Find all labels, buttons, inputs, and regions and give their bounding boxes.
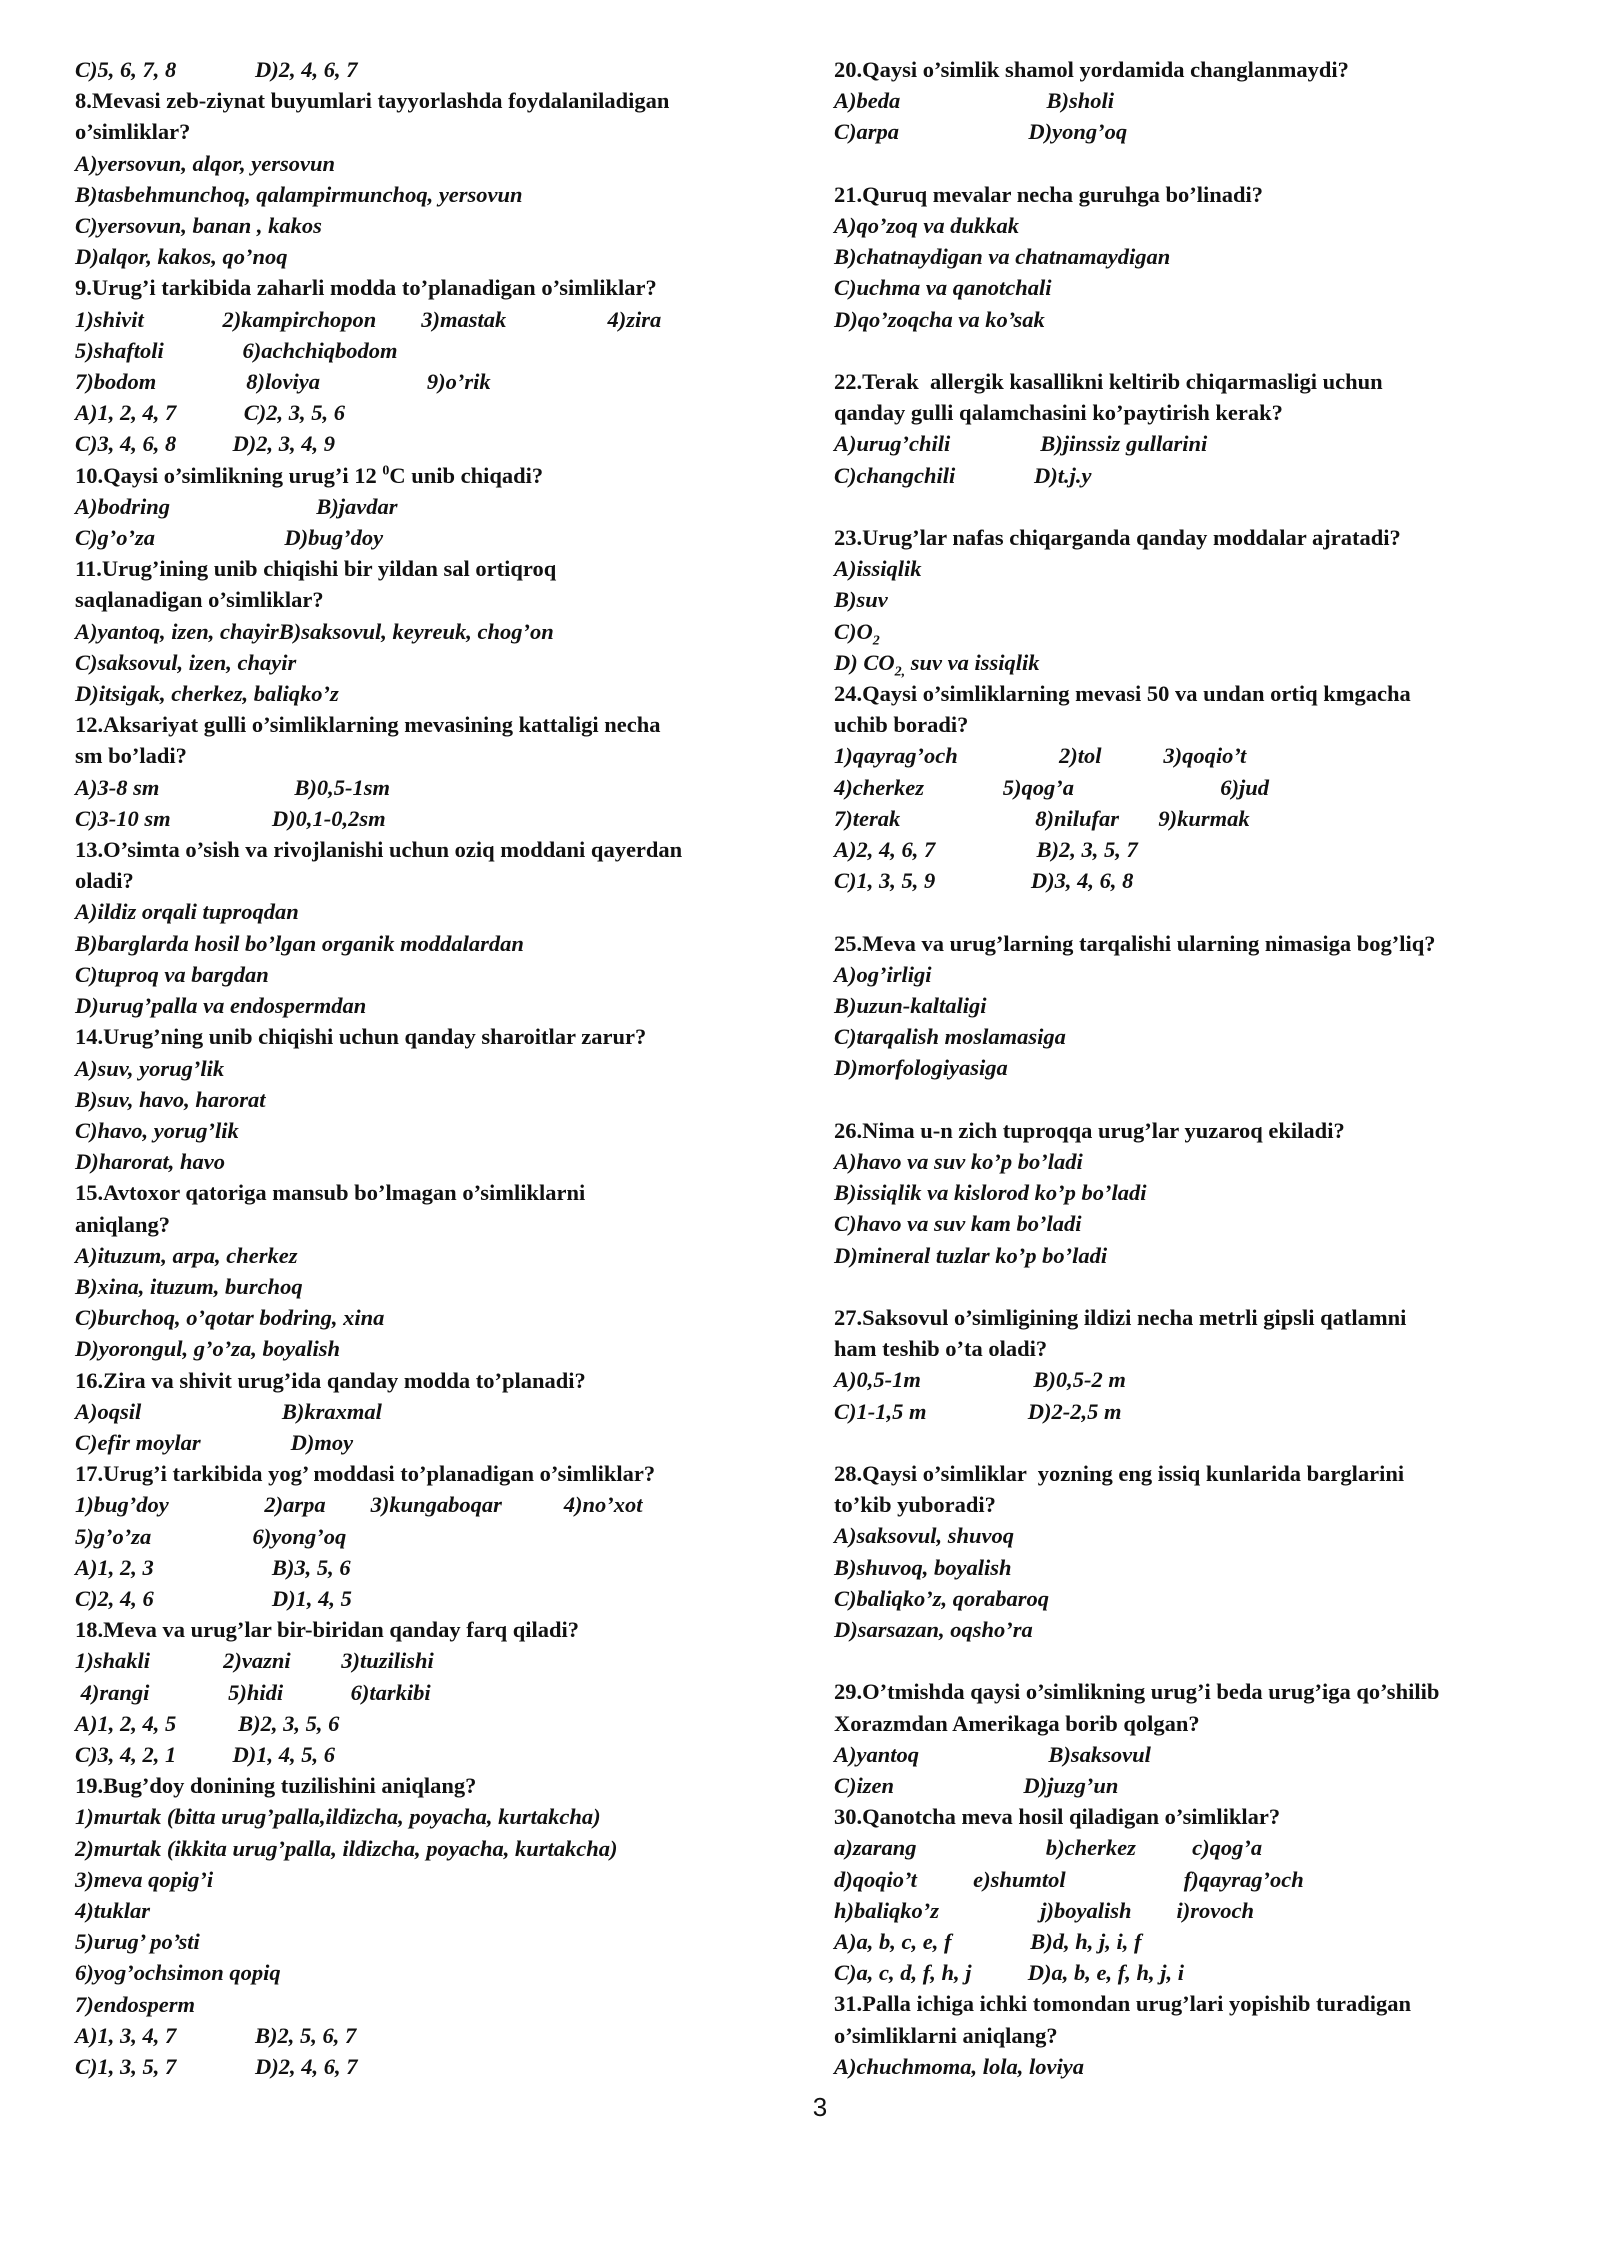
answer-line: D)morfologiyasiga [834,1055,1008,1081]
page-number: 3 [812,2092,828,2122]
question-line: 13.O’simta o’sish va rivojlanishi uchun oziq moddani qayerdan [75,837,683,863]
answer-line: D)qo’zoqcha va ko’sak [834,306,1045,332]
question-line: aniqlang? [75,1211,171,1237]
answer-line: A)1, 2, 4, 7 C)2, 3, 5, 6 [75,400,345,426]
answer-line: A)bodring B)javdar [75,493,398,519]
answer-line: C)yersovun, banan , kakos [75,213,322,239]
answer-line: 4)tuklar [75,1897,151,1923]
answer-line: D)harorat, havo [75,1149,226,1175]
spacer [834,335,1564,366]
question-line: sm bo’ladi? [75,743,187,769]
answer-line: B)uzun-kaltaligi [834,993,987,1019]
answer-line: A)beda B)sholi [834,88,1115,114]
answer-line: B)tasbehmunchoq, qalampirmunchoq, yersovun [75,181,523,207]
answer-line: C)3, 4, 6, 8 D)2, 3, 4, 9 [75,431,335,457]
question-line: 14.Urug’ning unib chiqishi uchun qanday sharoitlar zarur? [75,1024,647,1050]
question-line: 20.Qaysi o’simlik shamol yordamida changlanmaydi? [834,57,1349,82]
question-line: to’kib yuboradi? [834,1492,996,1518]
answer-line: C)arpa D)yong’oq [834,119,1128,145]
answer-line: D)mineral tuzlar ko’p bo’ladi [834,1242,1108,1268]
spacer [834,148,1564,179]
question-line: Xorazmdan Amerikaga borib qolgan? [834,1710,1200,1736]
answer-line: B)barglarda hosil bo’lgan organik moddalardan [75,930,524,956]
answer-line: D)sarsazan, oqsho’ra [834,1617,1033,1643]
question-line: 16.Zira va shivit urug’ida qanday modda to’planadi? [75,1367,586,1393]
answer-line: A)havo va suv ko’p bo’ladi [834,1149,1083,1175]
answer-line: C)1, 3, 5, 9 D)3, 4, 6, 8 [834,868,1134,894]
question-line: 29.O’tmishda qaysi o’simlikning urug’i beda urug’iga qo’shilib [834,1679,1440,1705]
answer-line: 7)bodom 8)loviya 9)o’rik [75,369,491,395]
answer-line: 5)shaftoli 6)achchiqbodom [75,337,398,363]
question-line: 8.Mevasi zeb-ziynat buyumlari tayyorlashda foydalaniladigan [75,88,670,114]
question-line: saqlanadigan o’simliklar? [75,587,324,613]
answer-line: h)baliqko’z j)boyalish i)rovoch [834,1897,1254,1923]
answer-line: A)issiqlik [834,556,922,582]
question-line: 21.Quruq mevalar necha guruhga bo’linadi? [834,181,1264,207]
left-column [75,54,810,2082]
answer-line: A)oqsil B)kraxmal [75,1398,382,1424]
answer-line: 3)meva qopig’i [75,1866,214,1892]
answer-line: A)suv, yorug’lik [75,1055,225,1081]
spacer [834,1084,1564,1115]
answer-line: A)urug’chili B)jinssiz gullarini [834,431,1208,457]
answer-line: B)suv [834,587,888,613]
answer-line: C)saksovul, izen, chayir [75,649,297,675]
question-line: 12.Aksariyat gulli o’simliklarning mevasining kattaligi necha [75,712,661,738]
answer-line: B)shuvoq, boyalish [834,1554,1012,1580]
answer-line: 1)bug’doy 2)arpa 3)kungaboqar 4)no’xot [75,1492,643,1518]
spacer [834,1427,1564,1458]
answer-line: C)burchoq, o’qotar bodring, xina [75,1305,385,1331]
answer-line: 4)rangi 5)hidi 6)tarkibi [75,1679,431,1705]
answer-line: C)g’o’za D)bug’doy [75,525,384,551]
question-line: uchib boradi? [834,712,969,738]
answer-line: A)chuchmoma, lola, loviya [834,2053,1084,2079]
answer-line: 6)yog’ochsimon qopiq [75,1960,281,1986]
question-line: 23.Urug’lar nafas chiqarganda qanday moddalar ajratadi? [834,525,1401,550]
answer-line: C)changchili D)t.j.y [834,462,1092,488]
answer-line: 4)cherkez 5)qog’a 6)jud [834,774,1269,800]
answer-line: A)saksovul, shuvoq [834,1523,1015,1549]
answer-line: C)2, 4, 6 D)1, 4, 5 [75,1585,352,1611]
answer-line: D)urug’palla va endospermdan [75,993,367,1019]
answer-line: C)3-10 sm D)0,1-0,2sm [75,805,386,831]
answer-line: 1)shivit 2)kampirchopon 3)mastak 4)zira [75,306,662,332]
question-line: qanday gulli qalamchasini ko’paytirish kerak? [834,400,1283,426]
question-line: 24.Qaysi o’simliklarning mevasi 50 va undan ortiq kmgacha [834,681,1411,707]
answer-line: 5)g’o’za 6)yong’oq [75,1523,347,1549]
answer-line: A)1, 3, 4, 7 B)2, 5, 6, 7 [75,2022,357,2048]
spacer [834,1271,1564,1302]
subscript: 2 [872,633,880,649]
question-line: 31.Palla ichiga ichki tomondan urug’lari yopishib turadigan [834,1991,1411,2017]
question-line: 25.Meva va urug’larning tarqalishi ularning nimasiga bog’liq? [834,930,1436,956]
answer-line: C)tarqalish moslamasiga [834,1024,1066,1050]
subscript: 2, [894,664,906,680]
answer-line: C)izen D)juzg’un [834,1773,1119,1799]
answer-line: D)alqor, kakos, qo’noq [75,244,288,270]
answer-line: C)havo, yorug’lik [75,1117,239,1143]
question-line: 11.Urug’ining unib chiqishi bir yildan sal ortiqroq [75,556,557,582]
answer-line: C)baliqko’z, qorabaroq [834,1585,1050,1611]
question-line: 19.Bug’doy donining tuzilishini aniqlang? [75,1773,477,1799]
answer-line: $C)O_2$ [834,618,880,649]
question-line: 15.Avtoxor qatoriga mansub bo’lmagan o’simliklarni [75,1180,586,1206]
answer-line: A)yersovun, alqor, yersovun [75,150,336,176]
answer-line: 1)qayrag’och 2)tol 3)qoqio’t [834,743,1247,769]
spacer [834,896,1564,927]
question-line: o’simliklar? [75,119,191,145]
answer-line: A)1, 2, 4, 5 B)2, 3, 5, 6 [75,1710,340,1736]
answer-line: C)1, 3, 5, 7 D)2, 4, 6, 7 [75,2054,358,2079]
answer-line: d)qoqio’t e)shumtol f)qayrag’och [834,1866,1304,1892]
answer-line: A)ituzum, arpa, cherkez [75,1242,298,1268]
question-line: 22.Terak allergik kasallikni keltirib chiqarmasligi uchun [834,369,1383,394]
answer-line: C)5, 6, 7, 8 D)2, 4, 6, 7 [75,57,358,82]
question-line: 26.Nima u-n zich tuproqqa urug’lar yuzaroq ekiladi? [834,1117,1345,1143]
answer-line: A)a, b, c, e, f B)d, h, j, i, f [834,1929,1142,1955]
answer-line: C)a, c, d, f, h, j D)a, b, e, f, h, j, i [834,1960,1184,1986]
answer-line: A)og’irligi [834,961,932,987]
answer-line: A)0,5-1m B)0,5-2 m [834,1367,1126,1393]
answer-line: C)efir moylar D)moy [75,1429,354,1455]
question-line: 27.Saksovul o’simligining ildizi necha metrli gipsli qatlamni [834,1305,1407,1331]
right-column [834,54,1564,2082]
answer-line: B)chatnaydigan va chatnamaydigan [834,244,1171,270]
answer-line: 1)murtak (bitta urug’palla,ildizcha, poyacha, kurtakcha) [75,1804,601,1830]
superscript: 0 [382,463,390,479]
question-line: 30.Qanotcha meva hosil qiladigan o’simliklar? [834,1804,1281,1830]
answer-line: B)suv, havo, harorat [75,1086,266,1112]
question-line: o’simliklarni aniqlang? [834,2022,1058,2048]
answer-line: A)yantoq B)saksovul [834,1741,1151,1767]
spacer [834,491,1564,522]
answer-line: D)yorongul, g’o’za, boyalish [75,1336,341,1362]
answer-line: a)zarang b)cherkez c)qog’a [834,1835,1263,1861]
answer-line: 7)endosperm [75,1991,195,2017]
answer-line: C)havo va suv kam bo’ladi [834,1211,1082,1237]
question-line: oladi? [75,868,134,894]
answer-line: A)ildiz orqali tuproqdan [75,899,299,925]
question-line: ham teshib o’ta oladi? [834,1336,1048,1362]
answer-line: 5)urug’ po’sti [75,1929,200,1955]
question-line: 9.Urug’i tarkibida zaharli modda to’planadigan o’simliklar? [75,275,657,301]
answer-line: A)1, 2, 3 B)3, 5, 6 [75,1554,351,1580]
question-line: 18.Meva va urug’lar bir-biridan qanday farq qiladi? [75,1617,580,1643]
answer-line: A)3-8 sm B)0,5-1sm [75,774,390,800]
question-line: 17.Urug’i tarkibida yog’ moddasi to’planadigan o’simliklar? [75,1461,656,1487]
answer-line: B)issiqlik va kislorod ko’p bo’ladi [834,1180,1147,1206]
question-line: 10.Qaysi o’simlikning urug’i 12 $^0$C unib chiqadi? [75,462,544,488]
answer-line: D)itsigak, cherkez, baliqko’z [75,681,339,707]
answer-line: C)1-1,5 m D)2-2,5 m [834,1398,1122,1424]
answer-line: C)uchma va qanotchali [834,275,1052,301]
answer-line: A)qo’zoq va dukkak [834,213,1019,238]
answer-line: A)yantoq, izen, chayirB)saksovul, keyreuk, chog’on [75,618,554,644]
answer-line: 7)terak 8)nilufar 9)kurmak [834,805,1250,831]
answer-line: B)xina, ituzum, burchoq [75,1273,303,1299]
answer-line: C)3, 4, 2, 1 D)1, 4, 5, 6 [75,1741,335,1767]
spacer [834,1645,1564,1676]
answer-line: D) $CO_{2,}$ suv va issiqlik [834,649,1040,680]
question-line: 28.Qaysi o’simliklar yozning eng issiq kunlarida barglarini [834,1461,1405,1487]
answer-line: 1)shakli 2)vazni 3)tuzilishi [75,1648,434,1674]
answer-line: C)tuproq va bargdan [75,961,269,987]
answer-line: 2)murtak (ikkita urug’palla, ildizcha, poyacha, kurtakcha) [75,1835,618,1861]
answer-line: A)2, 4, 6, 7 B)2, 3, 5, 7 [834,837,1138,863]
